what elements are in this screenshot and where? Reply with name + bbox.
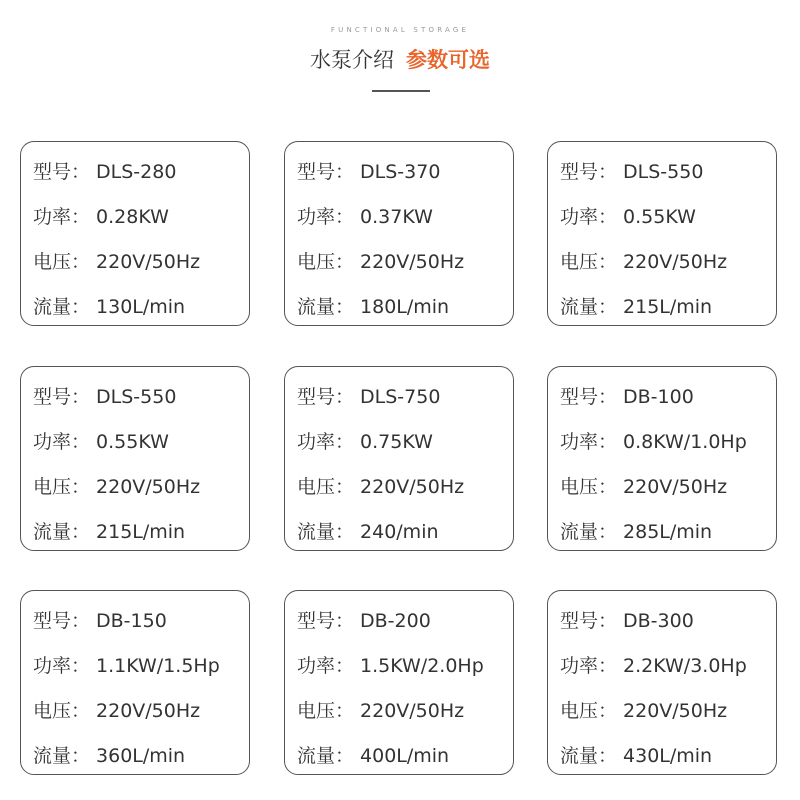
spec-label-flow: 流量：	[33, 745, 91, 767]
spec-row-flow	[33, 517, 185, 544]
spec-label-power: 功率：	[560, 655, 618, 677]
spec-label-flow: 流量：	[33, 521, 91, 543]
spec-value-model: DLS-750	[360, 386, 441, 408]
title-accent: 参数可选	[406, 48, 490, 72]
spec-value-voltage: 220V/50Hz	[360, 700, 465, 722]
spec-label-power: 功率：	[297, 206, 355, 228]
spec-row-flow	[33, 741, 185, 768]
spec-card	[284, 366, 514, 551]
spec-label-model: 型号：	[33, 161, 91, 183]
spec-label-power: 功率：	[33, 655, 91, 677]
spec-label-voltage: 电压：	[560, 700, 618, 722]
spec-label-flow: 流量：	[297, 296, 355, 318]
spec-card	[547, 590, 777, 775]
spec-row-voltage	[560, 472, 727, 499]
spec-card	[20, 141, 250, 326]
spec-row-flow	[297, 292, 449, 319]
spec-row-voltage	[560, 696, 727, 723]
spec-value-flow: 240/min	[360, 521, 439, 543]
spec-label-flow: 流量：	[560, 521, 618, 543]
spec-card	[284, 141, 514, 326]
spec-row-model	[560, 382, 694, 409]
spec-row-model	[560, 606, 694, 633]
spec-label-power: 功率：	[33, 206, 91, 228]
spec-row-power	[33, 202, 169, 229]
spec-card	[547, 141, 777, 326]
spec-row-power	[297, 202, 433, 229]
spec-value-voltage: 220V/50Hz	[96, 700, 201, 722]
spec-label-flow: 流量：	[297, 521, 355, 543]
spec-label-model: 型号：	[33, 386, 91, 408]
spec-row-flow	[560, 292, 712, 319]
spec-label-model: 型号：	[560, 610, 618, 632]
spec-label-flow: 流量：	[560, 745, 618, 767]
page-subtitle: FUNCTIONAL STORAGE	[330, 26, 470, 34]
spec-value-model: DB-100	[623, 386, 694, 408]
spec-row-model	[33, 157, 176, 184]
spec-row-power	[560, 202, 696, 229]
spec-row-voltage	[33, 696, 200, 723]
spec-row-voltage	[297, 247, 464, 274]
spec-card	[20, 366, 250, 551]
title-main: 水泵介绍	[310, 48, 394, 72]
spec-row-power	[560, 427, 747, 454]
spec-label-voltage: 电压：	[297, 476, 355, 498]
spec-value-voltage: 220V/50Hz	[360, 251, 465, 273]
spec-label-model: 型号：	[297, 386, 355, 408]
spec-row-model	[560, 157, 703, 184]
spec-row-voltage	[560, 247, 727, 274]
spec-value-power: 2.2KW/3.0Hp	[623, 655, 747, 677]
spec-row-voltage	[33, 247, 200, 274]
spec-row-model	[33, 382, 176, 409]
spec-value-flow: 430L/min	[623, 745, 713, 767]
spec-value-model: DB-300	[623, 610, 694, 632]
spec-value-power: 0.8KW/1.0Hp	[623, 431, 747, 453]
spec-value-voltage: 220V/50Hz	[96, 251, 201, 273]
spec-value-model: DLS-280	[96, 161, 177, 183]
spec-row-flow	[297, 517, 439, 544]
spec-row-model	[33, 606, 167, 633]
spec-label-power: 功率：	[297, 655, 355, 677]
spec-label-model: 型号：	[560, 161, 618, 183]
spec-row-model	[297, 382, 440, 409]
spec-value-flow: 285L/min	[623, 521, 713, 543]
spec-label-voltage: 电压：	[33, 700, 91, 722]
spec-label-voltage: 电压：	[297, 251, 355, 273]
spec-card	[20, 590, 250, 775]
spec-value-power: 0.37KW	[360, 206, 433, 228]
spec-value-power: 0.75KW	[360, 431, 433, 453]
spec-value-power: 1.5KW/2.0Hp	[360, 655, 484, 677]
spec-row-power	[560, 651, 747, 678]
spec-label-power: 功率：	[33, 431, 91, 453]
spec-value-flow: 215L/min	[96, 521, 186, 543]
spec-row-model	[297, 157, 440, 184]
spec-value-flow: 130L/min	[96, 296, 186, 318]
spec-row-flow	[560, 517, 712, 544]
spec-value-model: DLS-550	[96, 386, 177, 408]
spec-label-flow: 流量：	[560, 296, 618, 318]
spec-value-flow: 360L/min	[96, 745, 186, 767]
spec-label-model: 型号：	[297, 610, 355, 632]
spec-value-voltage: 220V/50Hz	[360, 476, 465, 498]
spec-value-model: DLS-550	[623, 161, 704, 183]
spec-label-voltage: 电压：	[33, 251, 91, 273]
spec-row-flow	[560, 741, 712, 768]
spec-label-flow: 流量：	[297, 745, 355, 767]
spec-row-flow	[297, 741, 449, 768]
spec-row-power	[297, 651, 484, 678]
spec-label-power: 功率：	[297, 431, 355, 453]
spec-label-model: 型号：	[560, 386, 618, 408]
spec-row-model	[297, 606, 431, 633]
spec-row-voltage	[33, 472, 200, 499]
spec-value-voltage: 220V/50Hz	[623, 700, 728, 722]
spec-label-voltage: 电压：	[560, 251, 618, 273]
spec-row-flow	[33, 292, 185, 319]
spec-value-power: 0.55KW	[623, 206, 696, 228]
spec-value-model: DLS-370	[360, 161, 441, 183]
spec-value-flow: 400L/min	[360, 745, 450, 767]
spec-value-flow: 180L/min	[360, 296, 450, 318]
spec-value-flow: 215L/min	[623, 296, 713, 318]
spec-label-model: 型号：	[33, 610, 91, 632]
spec-value-model: DB-150	[96, 610, 167, 632]
spec-label-power: 功率：	[560, 431, 618, 453]
spec-row-voltage	[297, 472, 464, 499]
spec-label-power: 功率：	[560, 206, 618, 228]
spec-label-voltage: 电压：	[560, 476, 618, 498]
spec-value-model: DB-200	[360, 610, 431, 632]
spec-label-voltage: 电压：	[33, 476, 91, 498]
spec-row-voltage	[297, 696, 464, 723]
spec-row-power	[33, 427, 169, 454]
spec-label-model: 型号：	[297, 161, 355, 183]
spec-value-power: 0.55KW	[96, 431, 169, 453]
spec-value-power: 1.1KW/1.5Hp	[96, 655, 220, 677]
spec-row-power	[297, 427, 433, 454]
spec-value-voltage: 220V/50Hz	[623, 476, 728, 498]
spec-card	[547, 366, 777, 551]
spec-card	[284, 590, 514, 775]
spec-value-voltage: 220V/50Hz	[623, 251, 728, 273]
spec-label-flow: 流量：	[33, 296, 91, 318]
spec-row-power	[33, 651, 220, 678]
spec-value-voltage: 220V/50Hz	[96, 476, 201, 498]
spec-label-voltage: 电压：	[297, 700, 355, 722]
spec-value-power: 0.28KW	[96, 206, 169, 228]
